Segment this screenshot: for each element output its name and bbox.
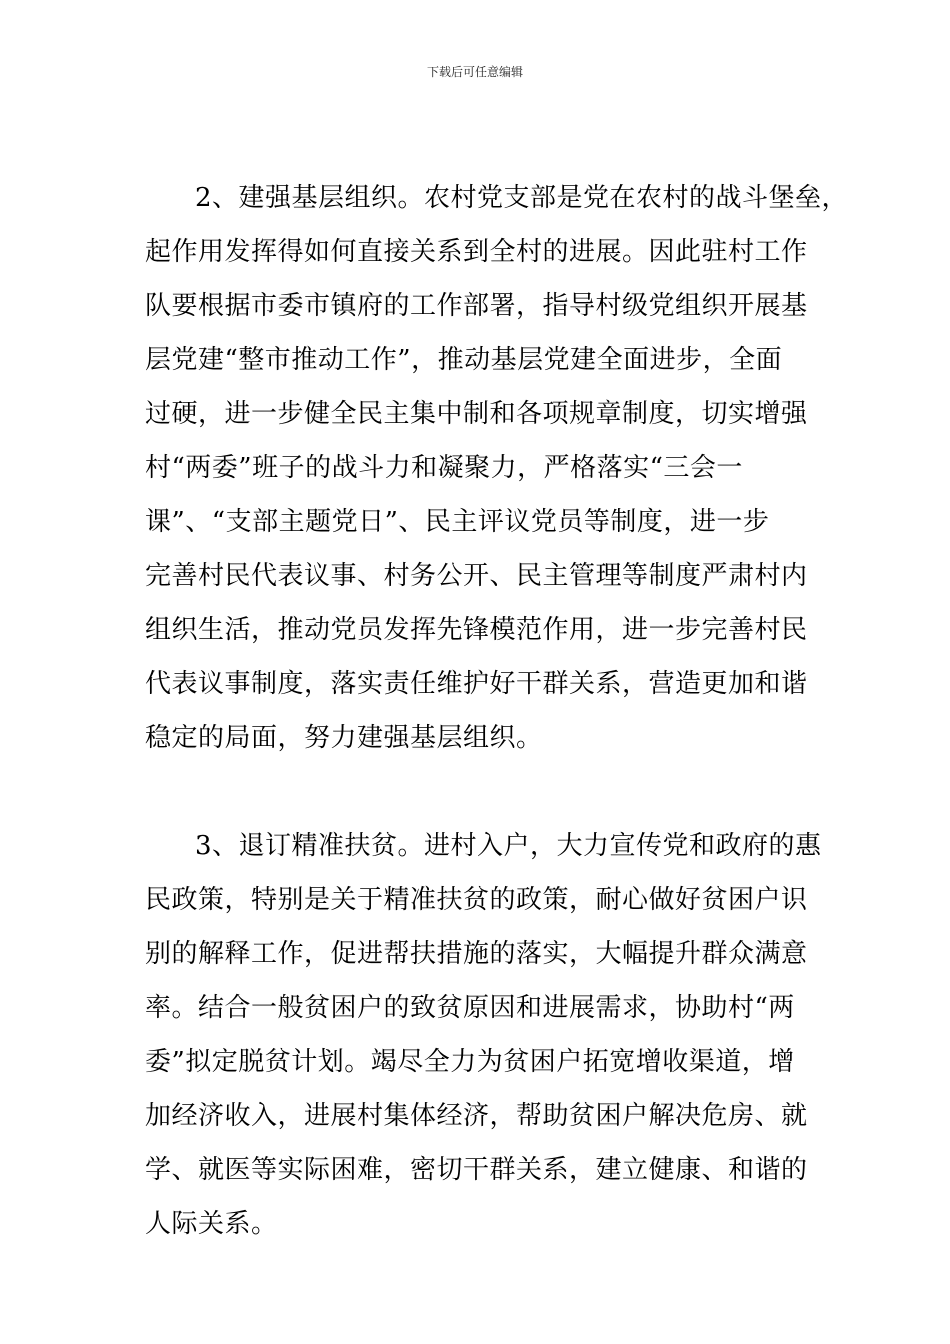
paragraph-line: 完善村民代表议事、村务公开、民主管理等制度严肃村内 [145, 561, 808, 591]
paragraph-line: 队要根据市委市镇府的工作部署，指导村级党组织开展基 [145, 291, 808, 321]
paragraph-line: 人际关系。 [145, 1209, 278, 1239]
paragraph-line: 村“两委”班子的战斗力和凝聚力，严格落实“三会一 [145, 453, 743, 483]
paragraph-line: 过硬，进一步健全民主集中制和各项规章制度，切实增强 [145, 399, 808, 429]
paragraph-line: 民政策，特别是关于精准扶贫的政策，耐心做好贫困户识 [145, 885, 808, 915]
paragraph-line: 3、退订精准扶贫。进村入户，大力宣传党和政府的惠 [195, 831, 822, 861]
paragraph-line: 层党建“整市推动工作”，推动基层党建全面进步，全面 [145, 345, 783, 375]
page-header: 下载后可任意编辑 [426, 65, 523, 79]
paragraph-line: 稳定的局面，努力建强基层组织。 [145, 723, 543, 753]
paragraph-line: 2、建强基层组织。农村党支部是党在农村的战斗堡垒， [195, 183, 849, 213]
paragraph-line: 起作用发挥得如何直接关系到全村的进展。因此驻村工作 [145, 237, 808, 267]
paragraph-line: 课”、“支部主题党日”、民主评议党员等制度，进一步 [145, 507, 770, 537]
paragraph-line: 学、就医等实际困难，密切干群关系，建立健康、和谐的 [145, 1155, 808, 1185]
paragraph-line: 加经济收入，进展村集体经济，帮助贫困户解决危房、就 [145, 1101, 808, 1131]
paragraph-line: 率。结合一般贫困户的致贫原因和进展需求，协助村“两 [145, 993, 795, 1023]
paragraph-line: 代表议事制度，落实责任维护好干群关系，营造更加和谐 [145, 669, 808, 699]
paragraph-line: 别的解释工作，促进帮扶措施的落实，大幅提升群众满意 [145, 939, 808, 969]
paragraph-line: 委”拟定脱贫计划。竭尽全力为贫困户拓宽增收渠道，增 [145, 1047, 795, 1077]
paragraph-line: 组织生活，推动党员发挥先锋模范作用，进一步完善村民 [145, 615, 808, 645]
